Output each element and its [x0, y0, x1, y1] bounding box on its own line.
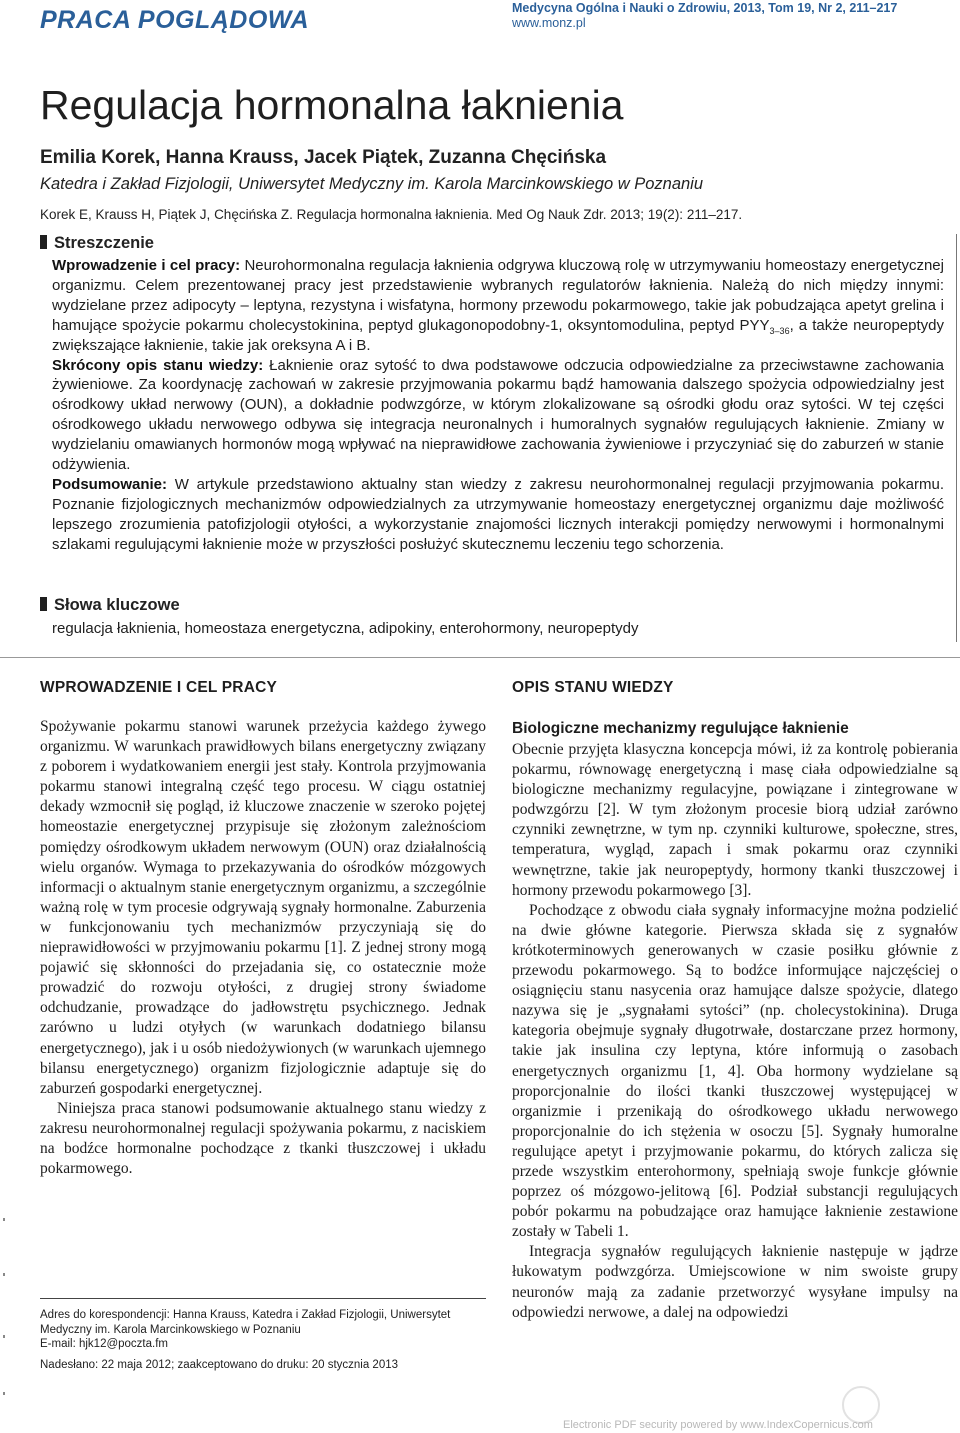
- square-bullet-icon: [40, 235, 47, 249]
- intro-paragraph-1: Spożywanie pokarmu stanowi warunek przeżycia każdego żywego organizmu. W warunkach prawidłowych bilans energetyczny związany z poborem i wydatkowaniem energii jest stały. Kontrola przyjmowania pokarmu stanowi integralną część tego procesu. W ciągu ostatniej dekady wzmocnił się pogląd, iż kluczowe znaczenie w szeroko pojętej homeostazie energetycznej przypisuje się złożonym zależnościom pomiędzy ośrodkowym układem nerwowym (OUN) oraz działalnością wielu organów. Wymaga to przekazywania do ośrodków mózgowych informacji o aktualnym stanie energetycznym organizmu, a szczególnie ważną rolę w tym procesie odgrywają sygnały hormonalne. Zaburzenia w funkcjonowaniu tych mechanizmów przyczyniają się do nieprawidłowości w przyjmowaniu pokarmu [1]. Z jednej strony mogą pojawić się skłonności do przejadania się, co ostatecznie może prowadzić do rozwoju otyłości, z drugiej strony świadome odchudzanie, prowadzące do jadłowstrętu psychicznego. Jednak zarówno u ludzi otyłych (w warunkach dodatniego bilansu energetycznego), jak i u osób niedożywionych (w warunkach ujemnego bilansu energetycznego) organizm fizjologicznie adaptuje się do zaburzeń gospodarki energetycznej.: [40, 718, 486, 1097]
- footnote-rule: [40, 1298, 486, 1299]
- opis-body: [512, 740, 958, 1323]
- intro-paragraph-2: Niniejsza praca stanowi podsumowanie aktualnego stanu wiedzy z zakresu neurohormonalnej regulacji spożywania pokarmu, z naciskiem na bodźce hormonalne pochodzące z tkanki tłuszczowej i układu pokarmowego.: [40, 1099, 486, 1178]
- opis-subheading: Biologiczne mechanizmy regulujące łaknienie: [512, 720, 849, 737]
- opis-paragraph-1: Obecnie przyjęta klasyczna koncepcja mówi, iż za kontrolę pobierania pokarmu, równowagę energetyczną i masę ciała odpowiedzialne są biologiczne mechanizmy regulacyjne, powiązane i zintegrowane w podwzgórzu [2]. W tym złożonym procesie biorą udział zarówno czynniki zewnętrzne, w tym np. czynniki kulturowe, społeczne, stres, temperatura, wygląd, zapach i smak pokarmu oraz czynniki wewnętrzne, takie jak neuropeptydy, hormony tkanki tłuszczowej i hormony przewodu pokarmowego [3].: [512, 741, 958, 899]
- section-divider: [0, 657, 960, 658]
- intro-heading: WPROWADZENIE I CEL PRACY: [40, 679, 278, 696]
- keywords-heading: Słowa kluczowe: [40, 596, 180, 615]
- margin-mark: [3, 1218, 5, 1221]
- margin-mark: [3, 1335, 5, 1338]
- footnote-email[interactable]: E-mail: hjk12@poczta.fm: [40, 1338, 168, 1350]
- abstract-intro: Wprowadzenie i cel pracy: Neurohormonalna regulacja łaknienia odgrywa kluczową rolę w utrzymywaniu homeostazy energetycznej organizmu. Celem prezentowanej pracy jest przedstawienie wybranych regulatorów łaknienia. Należą do nich między innymi: wydzielane przez adipocyty – leptyna, rezystyna i wisfatyna, hormony przewodu pokarmowego, takie jak pobudzająca apetyt grelina i hamujące spożycie pokarmu cholecystokinina, peptyd glukagonopodobny-1, oksyntomodulina, peptyd $PYY_{3-36}$, a także neuropeptydy zwiększające łaknienie, takie jak oreksyna A i B.: [52, 257, 945, 354]
- section-label: PRACA POGLĄDOWA: [40, 6, 310, 34]
- article-citation: Korek E, Krauss H, Piątek J, Chęcińska Z. Regulacja hormonalna łaknienia. Med Og Nauk Zdr. 2013; 19(2): 211–217.: [40, 207, 743, 222]
- intro-body: [40, 717, 486, 1179]
- article-authors: Emilia Korek, Hanna Krauss, Jacek Piątek, Zuzanna Chęcińska: [40, 147, 607, 168]
- square-bullet-icon: [40, 597, 47, 611]
- article-title: Regulacja hormonalna łaknienia: [40, 82, 624, 128]
- abstract-summary: Podsumowanie: W artykule przedstawiono aktualny stan wiedzy z zakresu neurohormonalnej regulacji przyjmowania pokarmu. Poznanie fizjologicznych mechanizmów odpowiedzialnych za utrzymywanie homeostazy energetycznej organizmu daje możliwość lepszego zrozumienia patofizjologii otyłości, a wykorzystanie znajomości licznych interakcji pomiędzy nerwowymi i hormonalnymi szlakami regulującymi łaknienie może w przyszłości posłużyć skutecznemu leczeniu tego schorzenia.: [52, 475, 944, 553]
- abstract-body: [52, 256, 944, 555]
- opis-heading: OPIS STANU WIEDZY: [512, 679, 674, 696]
- journal-url[interactable]: www.monz.pl: [512, 16, 586, 30]
- opis-paragraph-3: Integracja sygnałów regulujących łaknienie następuje w jądrze łukowatym podwzgórza. Umiejscowione w nim swoiste grupy neuronów mają za zadanie przetworzyć wysyłane impulsy na odpowiedzi nerwowe, a dalej na odpowiedzi: [512, 1243, 958, 1321]
- footnote-received: Nadesłano: 22 maja 2012; zaakceptowano do druku: 20 stycznia 2013: [40, 1358, 399, 1371]
- margin-mark: [3, 1392, 5, 1395]
- margin-mark: [3, 1273, 5, 1276]
- footnote: [40, 1308, 492, 1372]
- opis-paragraph-2: Pochodzące z obwodu ciała sygnały informacyjne można podzielić na dwie główne kategorie. Pierwsza składa się z sygnałów krótkoterminowych generowanych w czasie posiłku głównie z przewodu pokarmowego. Są to bodźce informujące najczęściej o osiągnięciu stanu nasycenia oraz hamujące dalsze spożycie, dlatego nazywa się je „sygnałami sytości” (np. cholecystokinina). Druga kategoria obejmuje sygnały długotrwałe, dostarczane przez hormony, takie jak insulina czy leptyna, które informują o zasobach energetycznych organizmu [1, 4]. Oba hormony wydzielane są proporcjonalnie do ilości tkanki tłuszczowej występującej w organizmie i przenikają do ośrodkowego układu nerwowego proporcjonalnie do ich stężenia w osoczu [5]. Sygnały humoralne regulujące apetyt i przyjmowanie pokarmu, do których zalicza się przede wszystkim enterohormony, spełniają swoje funkcje głównie poprzez oś mózgowo-jelitową [6]. Podział substancji regulujących pobór pokarmu na pobudzające oraz hamujące łaknienie zestawione zostały w Tabeli 1.: [512, 901, 958, 1241]
- abstract-border: [956, 234, 957, 642]
- abstract-heading: Streszczenie: [40, 234, 154, 253]
- journal-info: [512, 1, 897, 31]
- article-affiliation: Katedra i Zakład Fizjologii, Uniwersytet Medyczny im. Karola Marcinkowskiego w Poznaniu: [40, 175, 704, 193]
- security-watermark: Electronic PDF security powered by www.IndexCopernicus.com: [563, 1419, 873, 1431]
- keywords-text: regulacja łaknienia, homeostaza energetyczna, adipokiny, enterohormony, neuropeptydy: [52, 620, 639, 637]
- footnote-address: Adres do korespondencji: Hanna Krauss, Katedra i Zakład Fizjologii, Uniwersytet Medyczny im. Karola Marcinkowskiego w Poznaniu: [40, 1309, 451, 1336]
- journal-citation: Medycyna Ogólna i Nauki o Zdrowiu, 2013, Tom 19, Nr 2, 211–217: [512, 1, 898, 15]
- abstract-state: Skrócony opis stanu wiedzy: Łaknienie oraz sytość to dwa podstawowe odczucia odpowiedzialne za przeciwstawne zachowania żywieniowe. Za koordynację zachowań w zakresie przyjmowania pokarmu bądź hamowania dalszego spożycia odpowiedzialny jest ośrodkowy układ nerwowy (OUN), a dokładnie podwzgórze, w którym zlokalizowane są ośrodki głodu oraz sytości. W tej części ośrodkowego układu nerwowego odbywa się integracja neuronalnych i humoralnych sygnałów regulujących łaknienie. Zmiany w wydzielaniu omawianych hormonów mogą wpływać na nieprawidłowe zachowania żywieniowe i przyczyniać się do zaburzeń w stanie odżywienia.: [52, 356, 944, 474]
